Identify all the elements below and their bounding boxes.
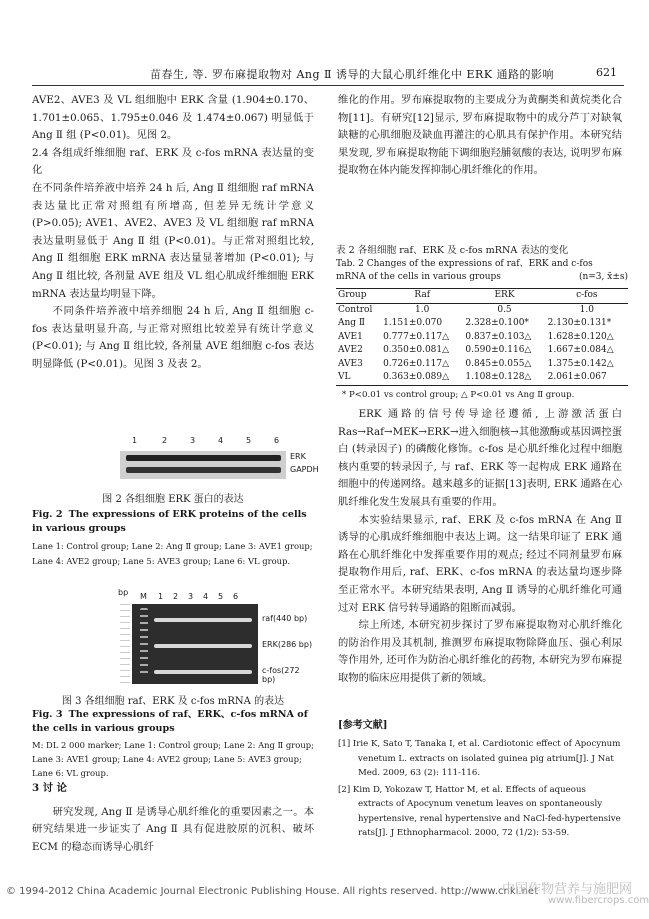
lane-number: 4 — [203, 592, 209, 601]
fig2-label: Fig. 2 — [32, 509, 63, 520]
table-cell: 0.837±0.103△ — [465, 331, 532, 342]
right-column — [338, 92, 622, 180]
table-cell: 0.726±0.117△ — [383, 358, 450, 369]
table-2 — [336, 244, 628, 402]
left-column — [32, 92, 314, 374]
table-n-note: (n=3, x̄±s) — [578, 272, 628, 282]
reference-item: [1] Irie K, Sato T, Tanaka I, et al. Cardiotonic effect of Apocynum venetum L. extracts on isolated guinea pig atrium[J]. J Nat Med. 2009, 63 (2): 111-116. — [338, 739, 621, 778]
table-cell: 0.777±0.117△ — [383, 331, 450, 342]
table-header-row — [336, 289, 628, 304]
band-label-erk: ERK — [290, 452, 306, 461]
table-row — [336, 303, 628, 317]
table-row — [336, 344, 628, 358]
paragraph: 研究发现, Ang Ⅱ 是诱导心肌纤维化的重要因素之一。本研究结果进一步证实了 Ang Ⅱ 具有促进胶原的沉积、破坏 ECM 的稳态而诱导心肌纤 — [32, 805, 314, 853]
table-cell: 2.130±0.131* — [547, 318, 612, 328]
fig3-caption-cn: 图 3 各组细胞 raf、ERK 及 c-fos mRNA 的表达 — [61, 696, 285, 707]
fig2-caption-cn: 图 2 各组细胞 ERK 蛋白的表达 — [102, 494, 244, 505]
table-cell: 1.108±0.128△ — [463, 371, 545, 385]
lane-number: 6 — [233, 592, 239, 601]
data-table — [336, 288, 628, 386]
lane-number: 5 — [246, 436, 252, 445]
paragraph: 本实验结果显示, raf、ERK 及 c-fos mRNA 在 Ang Ⅱ 诱导的心肌成纤维细胞中表达上调。这一结果印证了 ERK 通路在心肌纤维化中发挥重要作用的观点; 经过不同剂量罗布麻提取物作用后, raf、ERK、c-fos mRNA 的表达量均逐步降至正常水平。本研究结果表明, Ang Ⅱ 诱导的心肌纤维化可通过对 ERK 信号转导通路的阻断而减弱。 — [338, 513, 622, 614]
section-heading-2-4: 2.4 各组成纤维细胞 raf、ERK 及 c-fos mRNA 表达量的变化 — [32, 146, 314, 177]
table-header: Raf — [381, 289, 463, 304]
bp-label: bp — [118, 588, 129, 597]
paragraph: ERK 通路的信号传导途径遵循, 上游激活蛋白 Ras→Raf→MEK→ERK→进入细胞核→其他激酶或基因调控蛋白 (转录因子) 的磷酸化修饰。c-fos 是心肌纤维化过程中细胞核内重要的转录因子, 与 raf、ERK 等一起构成 ERK 通路在细胞中的传递网络。越来越多的证据[13]表明, ERK 通路在心肌纤维化发生发展具有重要的作用。 — [338, 408, 622, 508]
lane-number: 3 — [188, 592, 194, 601]
table-cell: 1.667±0.084△ — [547, 345, 614, 355]
table-row — [336, 317, 628, 331]
table-cell: AVE2 — [338, 345, 363, 355]
section-heading-3: 3 讨 论 — [32, 782, 67, 794]
table-cell: 1.375±0.142△ — [547, 358, 614, 369]
table-cell: AVE3 — [338, 358, 363, 369]
lane-number: 6 — [274, 436, 280, 445]
fig3-caption-en — [32, 708, 314, 735]
table-cell: 0.590±0.116△ — [465, 345, 532, 355]
western-blot-image — [120, 451, 286, 479]
running-title: 苗春生, 等. 罗布麻提取物对 Ang Ⅱ 诱导的大鼠心肌纤维化中 ERK 通路的影响 — [150, 68, 555, 81]
fig3-label: Fig. 3 — [32, 709, 63, 720]
references — [338, 716, 622, 841]
table-cell: Control — [338, 304, 373, 315]
lane-number: 3 — [190, 436, 196, 445]
table-cell: 1.151±0.070 — [383, 318, 443, 328]
table-cell: 0.363±0.089△ — [381, 371, 463, 385]
references-title: [参考文献] — [338, 720, 388, 731]
table-cell: 0.845±0.055△ — [465, 358, 532, 369]
table-cell: VL — [336, 371, 381, 385]
lane-number: 1 — [158, 592, 164, 601]
table-title-cn: 表 2 各组细胞 raf、ERK 及 c-fos mRNA 表达的变化 — [336, 245, 569, 256]
lane-number: 5 — [218, 592, 224, 601]
table-row — [336, 331, 628, 345]
fig3-lane-numbers — [140, 592, 260, 604]
table-row — [336, 371, 628, 385]
table-cell: 1.0 — [579, 304, 594, 315]
table-note: * P<0.01 vs control group; △ P<0.01 vs Ang Ⅱ group. — [342, 389, 575, 400]
table-cell: Ang Ⅱ — [338, 318, 366, 328]
lane-number: 2 — [162, 436, 168, 445]
table-cell: 2.061±0.067 — [546, 371, 628, 385]
band-label-cfos: c-fos(272 bp) — [262, 666, 300, 684]
table-row — [336, 358, 628, 372]
fig2-lanes-line: Lane 4: AVE2 group; Lane 5: AVE3 group; Lane 6: VL group. — [32, 556, 291, 566]
table-header: c-fos — [546, 289, 628, 304]
figure-2 — [32, 436, 319, 586]
running-header — [0, 58, 649, 80]
paragraph: 维化的作用。罗布麻提取物的主要成分为黄酮类和黄烷类化合物[11]。有研究[12]显示, 罗布麻提取物中的成分芦丁对缺氧缺糖的心肌细胞及缺血再灌注的心肌具有保护作用。本研究结果发现, 罗布麻提取物能下调细胞羟脯氨酸的表达, 说明罗布麻提取物在体内能发挥抑制心肌纤维化的作用。 — [338, 94, 622, 177]
table-title-en — [336, 271, 628, 284]
marker-ladder-ticks — [120, 604, 130, 684]
marker-label: M — [140, 592, 147, 601]
right-column-lower — [338, 406, 622, 688]
table-cell: AVE1 — [338, 331, 363, 342]
fig3-lanes-line: Lane 6: VL group. — [32, 768, 109, 778]
watermark-text: 中国作物营养与施肥网 — [502, 882, 633, 897]
table-title-en — [336, 258, 628, 271]
band-label-raf: raf(440 bp) — [262, 614, 308, 623]
lane-number: 4 — [218, 436, 224, 445]
paragraph: AVE2、AVE3 及 VL 组细胞中 ERK 含量 (1.904±0.170、1.701±0.065、1.795±0.046 及 1.474±0.067) 明显低于 Ang Ⅱ 组 (P<0.01)。见图 2。 — [32, 94, 314, 142]
lane-number: 1 — [132, 436, 138, 445]
fig3-lanes-line: Lane 3: AVE1 group; Lane 4: AVE2 group; Lane 5: AVE3 group; — [32, 754, 302, 764]
band-label-erk: ERK(286 bp) — [262, 640, 313, 649]
paragraph: 在不同条件培养液中培养 24 h 后, Ang Ⅱ 组细胞 raf mRNA 表达量比正常对照组有所增高, 但差异无统计学意义 (P>0.05); AVE1、AVE2、AVE3 及 VL 组细胞 raf mRNA 表达量明显低于 Ang Ⅱ 组 (P<0.01)。与正常对照组比较, Ang Ⅱ 组细胞 ERK mRNA 表达量显著增加 (P<0.01); 与 Ang Ⅱ 组比较, 各剂量 AVE 组及 VL 组心肌成纤维细胞 ERK mRNA 表达量均明显下降。 — [32, 181, 314, 300]
table-cell: 0.350±0.081△ — [383, 345, 450, 355]
table-title-en-line: mRNA of the cells in various groups — [336, 272, 501, 282]
table-title-en-line: Tab. 2 Changes of the expressions of raf、ERK and c-fos — [336, 259, 593, 269]
band-label-gapdh: GAPDH — [290, 465, 319, 474]
fig3-title-en: The expressions of raf、ERK、c-fos mRNA of the cells in various groups — [32, 709, 308, 734]
fig2-caption-en — [32, 508, 314, 535]
watermark-url: www.fibercrops.com — [548, 895, 649, 906]
copyright-footer: © 1994-2012 China Academic Journal Electronic Publishing House. All rights reserved. http://www.cnki.net — [6, 886, 538, 897]
table-cell: 1.628±0.120△ — [547, 331, 614, 342]
figure-3 — [32, 586, 314, 778]
header-rule — [32, 85, 624, 86]
page-number: 621 — [596, 66, 617, 79]
reference-item: [2] Kim D, Yokozaw T, Hattor M, et al. Effects of aqueous extracts of Apocynum venetum leaves on spontaneously hypertensive, renal hypertensive and NaCl-fed-hypertensive rats[J]. J Ethnopharmacol. 2000, 72 (1/2): 53-59. — [338, 784, 621, 838]
table-cell: 1.0 — [415, 304, 430, 315]
agarose-gel-image — [132, 604, 258, 684]
left-column-discussion — [32, 780, 314, 856]
fig2-lanes-line: Lane 1: Control group; Lane 2: Ang Ⅱ group; Lane 3: AVE1 group; — [32, 541, 313, 551]
paragraph: 不同条件培养液中培养细胞 24 h 后, Ang Ⅱ 组细胞 c-fos 表达量明显升高, 与正常对照组比较差异有统计学意义 (P<0.01); 与 Ang Ⅱ 组比较, 各剂量 AVE 组细胞 c-fos 表达明显降低 (P<0.01)。见图 3 及表 2。 — [32, 305, 314, 370]
table-header: ERK — [463, 289, 545, 304]
table-header: Group — [336, 289, 381, 304]
table-cell: 0.5 — [497, 304, 512, 315]
lane-number: 2 — [173, 592, 179, 601]
fig3-lanes-line: M: DL 2 000 marker; Lane 1: Control group; Lane 2: Ang Ⅱ group; — [32, 740, 314, 750]
paragraph: 综上所述, 本研究初步探讨了罗布麻提取物对心肌纤维化的防治作用及其机制, 推测罗布麻提取物除降血压、强心利尿等作用外, 还可作为防治心肌纤维化的药物, 本研究为罗布麻提取物的临床应用提供了新的领域。 — [338, 619, 622, 684]
fig2-title-en: The expressions of ERK proteins of the cells in various groups — [32, 509, 307, 534]
table-cell: 2.328±0.100* — [465, 318, 529, 328]
fig2-lane-numbers — [132, 436, 292, 448]
